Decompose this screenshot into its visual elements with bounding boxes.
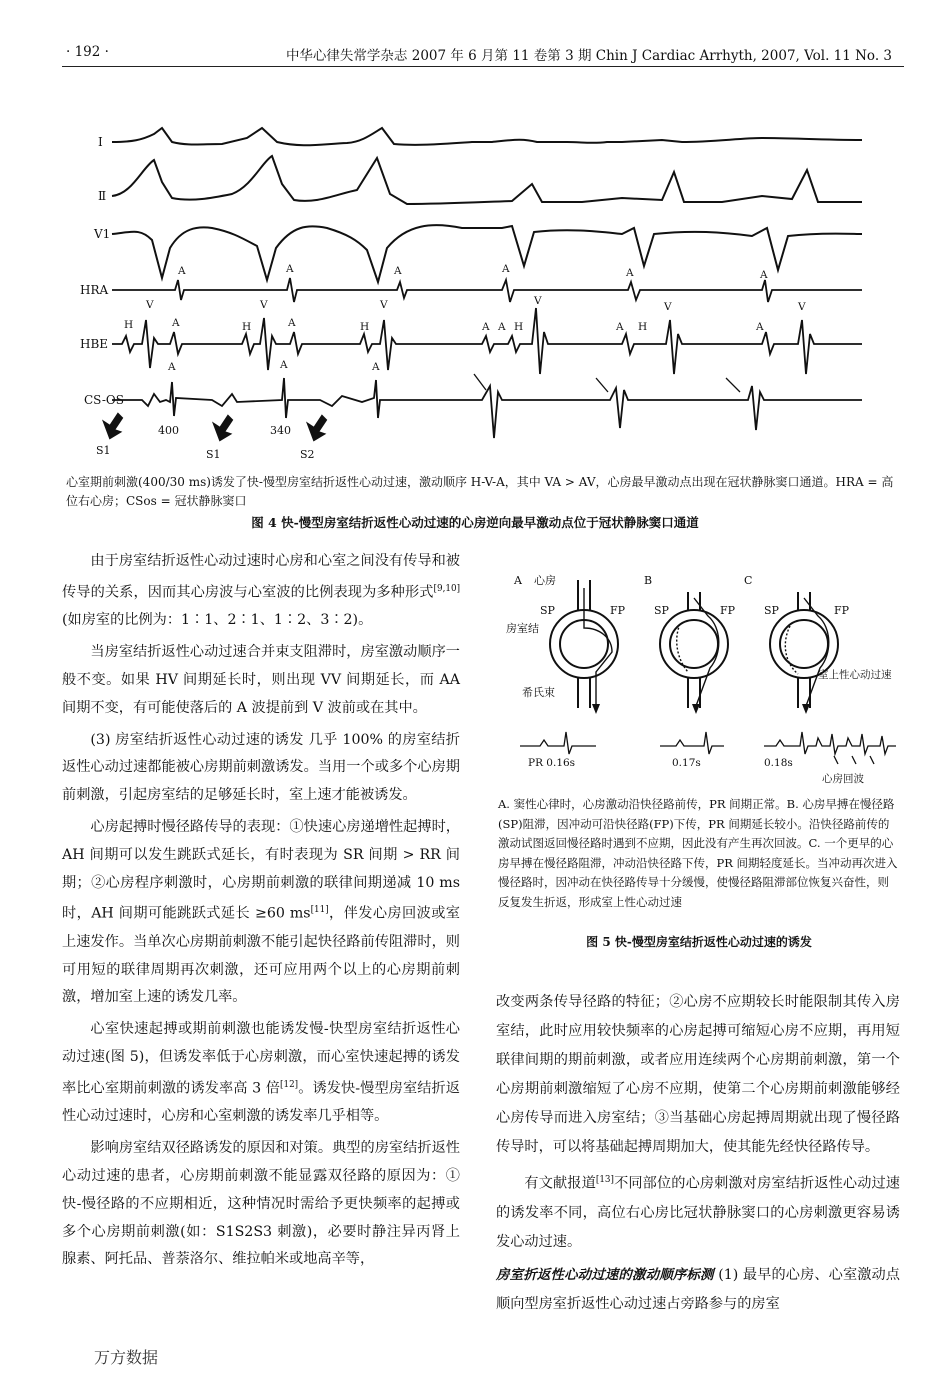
figure-5-title: 图 5 快-慢型房室结折返性心动过速的诱发 <box>586 935 812 949</box>
left-column <box>62 548 460 1274</box>
pointer-arrow-icon <box>726 378 740 392</box>
paragraph: 由于房室结折返性心动过速时心房和心室之间没有传导和被传导的关系，因而其心房波与心室波的比例表现为多种形式[9,10](如房室的比例为：1∶1、2∶1、1∶2、3∶2)。 <box>62 553 460 629</box>
pr-value: 0.17s <box>672 757 701 769</box>
arrow-down-icon <box>592 704 600 714</box>
avn-label: 房室结 <box>506 622 539 635</box>
hra-a-mark: A <box>626 267 634 279</box>
panel-label-c: C <box>744 574 753 587</box>
stimulus-arrow-icon <box>214 416 232 440</box>
hbe-a-mark: A <box>288 317 296 329</box>
paragraph: 当房室结折返性心动过速合并束支阻滞时，房室激动顺序一般不变。如果 HV 间期延长时，则出现 VV 间期延长，而 AA 间期不变，有可能使落后的 A 波提前到 V 波前或在其中。 <box>62 644 460 716</box>
panel-label-a: A <box>514 574 522 587</box>
hbe-v-mark: V <box>798 301 806 313</box>
interval-label: 340 <box>270 424 291 437</box>
figure-5-caption: A. 窦性心律时，心房激动沿快径路前传，PR 间期正常。B. 心房早搏在慢径路(SP)阻滞，因冲动可沿快径路(FP)下传，PR 间期延长较小。沿快径路前传的激动试图返回慢径路时遇到不应期，因此没有产生再次回波。C. 一个更早的心房早搏在慢径路阻滞，冲动沿快径路下传，PR 间期轻度延长。当冲动再次进入慢径路时，因冲动在快径路传导十分缓慢，使慢径路阻滞部位恢复兴奋性，则反复发生折返，形成室上性心动过速 <box>498 797 898 909</box>
hbe-a-mark: A <box>482 321 490 333</box>
hbe-a-mark: A <box>756 321 764 333</box>
label-lead-i: I <box>98 135 103 149</box>
panel-label-b: B <box>644 574 653 587</box>
hra-a-mark: A <box>502 263 510 275</box>
figure-4-tracings <box>62 98 902 470</box>
paragraph: (3) 房室结折返性心动过速的诱发 几乎 100% 的房室结折返性心动过速都能被心房期前刺激诱发。当用一个或多个心房期前刺激，引起房室结的足够延长时，室上速才能被诱发。 <box>62 731 460 804</box>
label-hbe: HBE <box>80 337 109 351</box>
label-lead-ii: Ⅱ <box>98 189 107 203</box>
trace-hbe <box>112 308 862 374</box>
stimulus-label: S2 <box>300 448 315 461</box>
hbe-v-mark: V <box>260 299 268 311</box>
sp-label: SP <box>540 604 555 617</box>
fp-label: FP <box>834 604 850 617</box>
hra-a-mark: A <box>286 263 294 275</box>
header-rule <box>62 66 904 67</box>
paragraph: 影响房室结双径路诱发的原因和对策。典型的房室结折返性心动过速的患者，心房期前刺激不能显露双径路的原因为：①快-慢径路的不应期相近，这种情况时需给予更快频率的起搏或多个心房期前刺激(如：S1S2S3 刺激)，必要时静注异丙肾上腺素、阿托品、普萘洛尔、维拉帕米或地高辛等， <box>62 1140 460 1268</box>
hbe-a-mark: A <box>172 317 180 329</box>
stimulus-label: S1 <box>206 448 221 461</box>
arrow-down-icon <box>802 704 810 714</box>
his-label: 希氏束 <box>522 686 555 699</box>
hbe-v-mark: V <box>664 301 672 313</box>
atrium-label: 心房 <box>534 574 556 587</box>
figure-4-caption: 心室期前刺激(400/30 ms)诱发了快-慢型房室结折返性心动过速，激动顺序 H-V-A，其中 VA > AV，心房最早激动点出现在冠状静脉窦口通道。HRA = 高位右心房；CSos = 冠状静脉窦口 <box>66 475 894 508</box>
hbe-v-mark: V <box>146 299 154 311</box>
hbe-a-mark: A <box>498 321 506 333</box>
hbe-h-mark: H <box>360 321 370 333</box>
fp-label: FP <box>720 604 736 617</box>
echo-label: 心房回波 <box>822 773 864 785</box>
label-hra: HRA <box>80 283 109 297</box>
stimulus-arrow-icon <box>104 414 122 438</box>
cs-a-mark: A <box>280 359 288 371</box>
hbe-v-mark: V <box>380 299 388 311</box>
hbe-a-mark: A <box>616 321 624 333</box>
section-heading: 房室折返性心动过速的激动顺序标测 <box>496 1266 714 1283</box>
fp-label: FP <box>610 604 626 617</box>
paragraph: 有文献报道[13]不同部位的心房刺激对房室结折返性心动过速的诱发率不同，高位右心房比冠状静脉窦口的心房刺激更容易诱发心动过速。 <box>496 1175 900 1250</box>
journal-header: 中华心律失常学杂志 2007 年 6 月第 11 卷第 3 期 Chin J Cardiac Arrhyth, 2007, Vol. 11 No. 3 <box>285 48 892 64</box>
pr-value: 0.18s <box>764 757 793 769</box>
paragraph: 房室折返性心动过速的激动顺序标测 (1) 最早的心房、心室激动点 顺向型房室折返性心动过速占旁路参与的房室 <box>496 1266 900 1312</box>
paragraph: 心室快速起搏或期前刺激也能诱发慢-快型房室结折返性心动过速(图 5)，但诱发率低于心房刺激，而心室快速起搏的诱发率比心室期前刺激的诱发率高 3 倍[12]。诱发快-慢型房室结折返性心动过速时，心房和心室刺激的诱发率几乎相等。 <box>62 1021 460 1125</box>
trace-lead-v1 <box>112 225 862 282</box>
label-lead-v1: V1 <box>94 227 111 241</box>
right-column <box>496 988 900 1319</box>
paragraph: 心房起搏时慢径路传导的表现：①快速心房递增性起搏时，AH 间期可以发生跳跃式延长，有时表现为 SR 间期 > RR 间期；②心房程序刺激时，心房期前刺激的联律间期递减 10 ms 时，AH 间期可能跳跃式延长 ≥60 ms[11]，伴发心房回波或室上速发作。当单次心房期前刺激不能引起快径路前传阻滞时，则可用短的联律周期再次刺激，还可应用两个以上的心房期前刺激，增加室上速的诱发几率。 <box>62 818 460 1006</box>
trace-hra <box>112 278 862 302</box>
hbe-h-mark: H <box>638 321 648 333</box>
pointer-arrow-icon <box>474 374 486 390</box>
arrow-down-icon <box>692 704 700 714</box>
paragraph: 改变两条传导径路的特征；②心房不应期较长时能限制其传入房室结，此时应用较快频率的心房起搏可缩短心房不应期，再用短联律间期的期前刺激，或者应用连续两个心房期前刺激，第一个心房期前刺激缩短了心房不应期，使第二个心房期前刺激能够经心房传导而进入房室结；③当基础心房起搏周期就出现了慢径路传导时，可以将基础起搏周期加大，使其能先经快径路传导。 <box>496 994 900 1155</box>
pr-value: PR 0.16s <box>528 757 576 769</box>
hbe-h-mark: H <box>514 321 524 333</box>
hra-a-mark: A <box>394 265 402 277</box>
trace-lead-i <box>112 128 862 145</box>
sp-label: SP <box>764 604 779 617</box>
stimulus-label: S1 <box>96 444 111 457</box>
hbe-h-mark: H <box>124 319 134 331</box>
hbe-v-mark: V <box>534 295 542 307</box>
page-number: · 192 · <box>66 44 109 60</box>
pointer-arrow-icon <box>596 378 608 392</box>
label-cs-os: CS-OS <box>84 393 124 407</box>
interval-label: 400 <box>158 424 179 437</box>
watermark-text: 万方数据 <box>94 1348 159 1367</box>
svt-label: 室上性心动过速 <box>818 669 892 681</box>
trace-lead-ii <box>112 156 862 204</box>
cs-a-mark: A <box>372 361 380 373</box>
stimulus-arrow-icon <box>308 416 326 440</box>
hbe-h-mark: H <box>242 321 252 333</box>
figure-5-diagram <box>500 568 900 790</box>
hra-a-mark: A <box>178 265 186 277</box>
hra-a-mark: A <box>760 269 768 281</box>
cs-a-mark: A <box>168 361 176 373</box>
figure-4-title: 图 4 快-慢型房室结折返性心动过速的心房逆向最早激动点位于冠状静脉窦口通道 <box>251 515 699 530</box>
sp-label: SP <box>654 604 669 617</box>
